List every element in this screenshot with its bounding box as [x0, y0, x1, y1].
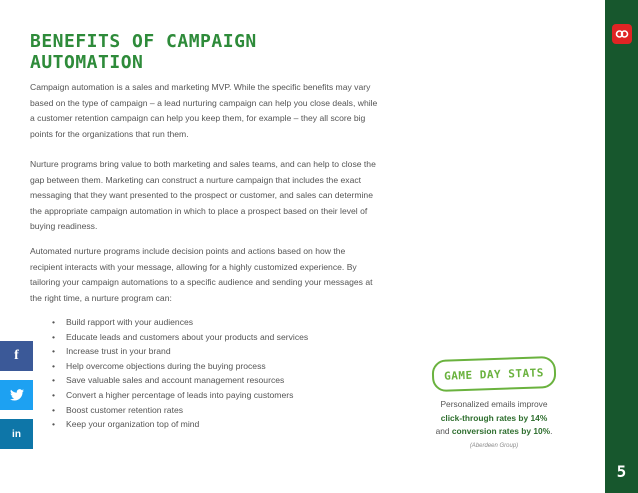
stats-source: (Aberdeen Group) — [469, 442, 519, 449]
list-item: • Boost customer retention rates — [52, 403, 372, 418]
bullet-icon: • — [52, 346, 56, 357]
sidebar — [605, 0, 638, 493]
linkedin-icon[interactable]: in — [0, 419, 33, 449]
paragraph-nurture: Nurture programs bring value to both marketing and sales teams, and can help to close the gap between them. Marketing can construct a nurture campaign that includes the exact messaging that they want presented to the prospect or customer, and sales can determine the appropriate campaign automation in which to place a prospect based on their level of buying readiness. — [30, 159, 376, 232]
bullet-icon: • — [52, 317, 56, 327]
page-title: BENEFITS OF CAMPAIGN AUTOMATION — [30, 31, 257, 73]
paragraph-intro: Campaign automation is a sales and marketing MVP. While the specific benefits may vary based on the type of campaign – a lead nurturing campaign can help you close deals, while a customer retention campaign can help you keep them, for example – they all score big points for the organizations that run them. — [30, 82, 378, 139]
bullet-icon: • — [52, 404, 56, 415]
list-item: • Save valuable sales and account management resources — [52, 373, 372, 388]
brand-logo-icon[interactable] — [612, 24, 632, 44]
bullet-icon: • — [52, 389, 56, 400]
stat-conversion: conversion rates by 10% — [451, 426, 551, 436]
stats-text: Personalized emails improve click-through rates by 14% and conversion rates by 10%. — [435, 399, 553, 436]
list-item: • Increase trust in your brand — [52, 344, 372, 359]
bullet-icon: • — [52, 360, 56, 371]
page-number: 5 — [616, 462, 627, 481]
list-item: • Build rapport with your audiences — [52, 315, 372, 330]
list-item: • Educate leads and customers about your products and services — [52, 330, 372, 345]
game-day-stats — [424, 358, 564, 449]
stats-badge: GAME DAY STATS — [431, 356, 556, 392]
paragraph-automated: Automated nurture programs include decision points and actions based on how the recipient interacts with your message, allowing for a highly customized experience. By tailoring your campaign automations to a specific audience and sending your messages at the right time, a nurture program can: — [30, 246, 373, 303]
stat-click-through: click-through rates by 14% — [440, 412, 548, 423]
benefits-list — [52, 315, 372, 432]
list-item: • Help overcome objections during the buying process — [52, 359, 372, 374]
bullet-icon: • — [52, 331, 56, 342]
list-item: • Convert a higher percentage of leads into paying customers — [52, 388, 372, 403]
bullet-icon: • — [52, 375, 56, 386]
list-item: • Keep your organization top of mind — [52, 417, 372, 432]
facebook-icon[interactable]: f — [0, 341, 33, 371]
twitter-icon[interactable] — [0, 380, 33, 410]
bullet-icon: • — [52, 419, 56, 430]
